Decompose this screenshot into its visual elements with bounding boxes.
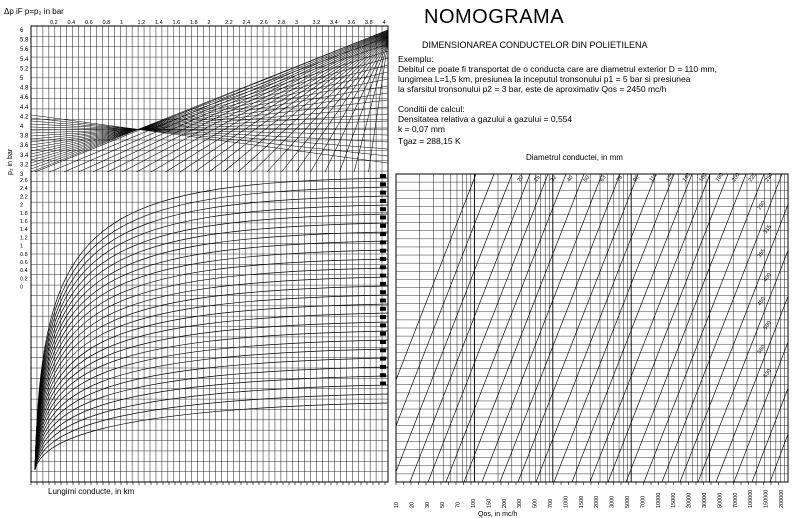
- left-top-tick-label: 2.4: [242, 20, 251, 26]
- left-top-tick-label: 0.4: [67, 20, 76, 26]
- left-pressure-curve: [35, 394, 388, 470]
- left-top-tick-label: 1: [120, 20, 124, 26]
- left-y-tick-label: 1.4: [20, 227, 28, 234]
- right-x-tick-label: 7000: [640, 495, 647, 508]
- left-pressure-curve: [35, 358, 388, 470]
- right-x-tick-label: 700: [548, 498, 554, 508]
- left-curve-marker: [380, 191, 386, 195]
- left-fan-line: [93, 32, 388, 172]
- right-x-tick-label: 30: [424, 501, 431, 508]
- right-x-tick-label: 500: [532, 498, 539, 508]
- right-diameter-label: 630: [762, 368, 773, 380]
- right-x-tick-label: 2000: [594, 495, 601, 508]
- example-heading: Exemplu:: [398, 54, 434, 64]
- right-diameter-label: 500: [762, 320, 773, 332]
- right-diameter-label: 400: [762, 272, 773, 284]
- right-diameter-label: 25: [533, 174, 542, 184]
- example-line-3: la sfarsitul tronsonului p2 = 3 bar, este de aproximativ Qos = 2450 mc/h: [398, 84, 667, 94]
- right-diameter-label: 140: [681, 172, 692, 184]
- right-x-tick-label: 150: [486, 498, 493, 508]
- right-diameter-label: 250: [764, 172, 775, 184]
- left-top-tick-label: 1.4: [155, 20, 163, 26]
- right-x-tick-label: 200000: [779, 489, 785, 508]
- right-x-tick-label: 50: [440, 501, 447, 508]
- left-curve-marker: [380, 182, 386, 186]
- left-curve-marker: [380, 232, 386, 236]
- left-pressure-curve: [35, 313, 388, 470]
- right-diameter-label: 280: [756, 200, 767, 212]
- right-x-tick-label: 300: [517, 498, 524, 508]
- left-y-tick-label: 3.2: [20, 162, 29, 169]
- right-diameter-label: 560: [756, 344, 767, 356]
- left-top-tick-label: 2.8: [277, 20, 286, 26]
- left-fan-line: [267, 38, 388, 172]
- left-y-tick-label: 0.2: [20, 276, 28, 283]
- right-diameter-label: 110: [648, 172, 659, 184]
- page-title: NOMOGRAMA: [424, 6, 565, 28]
- right-diameter-label: 50: [582, 174, 592, 184]
- conditions-line-3: Tgaz = 288,15 K: [398, 136, 461, 146]
- left-top-tick-label: 1.2: [137, 20, 146, 26]
- right-diameter-label: 160: [698, 172, 709, 184]
- left-curve-marker: [380, 357, 386, 361]
- right-diameter-label: 40: [566, 174, 575, 184]
- right-x-tick-label: 100: [471, 498, 477, 508]
- left-pressure-curve: [35, 376, 388, 470]
- left-curve-marker: [380, 348, 386, 352]
- left-top-tick-label: 3.6: [347, 20, 356, 26]
- left-fan-line: [253, 38, 389, 173]
- left-pressure-curve: [35, 322, 388, 470]
- left-ylabel-bottom: p₂ in bar: [7, 148, 14, 175]
- left-y-tick-label: 0.4: [20, 268, 28, 275]
- right-x-tick-label: 30000: [702, 492, 708, 508]
- left-curve-marker: [380, 199, 386, 203]
- right-diameter-line: [698, 251, 788, 483]
- left-y-tick-label: 3.6: [20, 143, 29, 150]
- right-x-tick-label: 200: [501, 498, 508, 508]
- right-x-tick-label: 1000: [563, 495, 570, 508]
- right-diameter-label: 20: [516, 174, 526, 184]
- left-curve-marker: [380, 174, 386, 178]
- left-pressure-curve: [35, 403, 388, 470]
- right-xlabel: Qos, in mc/h: [478, 511, 518, 518]
- left-curve-marker: [380, 315, 386, 319]
- example-line-2: lungimea L=1,5 km, presiunea la inceputul tronsonului p1 = 5 bar si presiunea: [398, 74, 691, 84]
- left-top-tick-label: 2: [207, 20, 211, 26]
- left-fan-line: [108, 33, 389, 173]
- right-x-tick-label: 15000: [671, 492, 678, 508]
- left-y-tick-label: 5.8: [20, 37, 29, 44]
- left-top-tick-label: 4: [382, 20, 386, 26]
- left-top-tick-label: 3.8: [365, 20, 373, 26]
- left-y-tick-label: 5.4: [20, 56, 29, 63]
- left-pressure-curve: [35, 196, 388, 470]
- right-diameter-label: 200: [731, 172, 742, 184]
- right-x-tick-label: 100000: [748, 489, 755, 508]
- left-y-tick-label: 2.4: [20, 186, 28, 193]
- left-fan-line: [166, 35, 389, 173]
- left-y-tick-label: 4.8: [20, 85, 29, 92]
- page-subtitle: DIMENSIONAREA CONDUCTELOR DIN POLIETILENA: [422, 40, 648, 50]
- left-y-tick-label: 2.6: [20, 178, 28, 184]
- right-x-tick-label: 20000: [686, 492, 693, 508]
- left-curve-marker: [380, 282, 386, 286]
- right-diameter-label: 63: [599, 174, 608, 184]
- conditions-line-2: k = 0,07 mm: [398, 124, 446, 134]
- right-diameter-line: [752, 388, 788, 482]
- right-diameter-label: 90: [632, 174, 641, 184]
- right-diameter-label: 75: [615, 174, 625, 184]
- left-curve-marker: [380, 332, 386, 336]
- left-pressure-curve: [35, 178, 388, 470]
- right-x-tick-label: 10000: [655, 492, 662, 508]
- left-y-tick-label: 2: [20, 202, 24, 209]
- left-y-tick-label: 1.2: [20, 235, 28, 242]
- left-curve-marker: [380, 216, 386, 220]
- conditions-heading: Conditii de calcul:: [398, 104, 465, 114]
- left-curve-marker: [380, 249, 386, 253]
- right-x-tick-label: 3000: [609, 495, 616, 508]
- left-y-tick-label: 3.4: [20, 152, 29, 159]
- left-top-tick-label: 3.4: [330, 20, 338, 26]
- left-curve-marker: [380, 365, 386, 369]
- left-y-tick-label: 4: [20, 124, 24, 130]
- left-pressure-curve: [35, 187, 388, 470]
- right-chart-title: Diametrul conductei, in mm: [526, 153, 623, 162]
- right-diameter-label: 225: [747, 172, 758, 184]
- right-diameter-line: [396, 174, 476, 380]
- right-diameter-label: 355: [756, 248, 767, 260]
- left-y-tick-label: 5.6: [20, 47, 29, 54]
- left-y-tick-label: 1.6: [20, 219, 28, 225]
- left-curve-marker: [380, 265, 386, 269]
- left-curve-marker: [380, 207, 386, 211]
- right-diameter-line: [680, 205, 788, 482]
- left-fan-line: [369, 42, 389, 173]
- left-pressure-curve: [35, 286, 388, 470]
- right-diameter-label: 125: [665, 172, 676, 184]
- right-x-tick-label: 1500: [578, 495, 585, 508]
- left-top-tick-label: 2.6: [260, 20, 268, 26]
- left-curve-marker: [380, 257, 386, 261]
- left-curve-marker: [380, 323, 386, 327]
- left-pressure-curve: [35, 304, 388, 470]
- conditions-line-1: Densitatea relativa a gazului a gazului = 0,554: [398, 114, 573, 124]
- left-top-tick-label: 1.6: [172, 20, 181, 26]
- left-top-tick-label: 0.2: [50, 20, 58, 26]
- left-y-tick-label: 1.8: [20, 210, 28, 217]
- right-diameter-line: [734, 342, 788, 482]
- example-line-1: Debitul ce poate fi transportat de o conducta care are diametrul exterior D = 110 mm,: [398, 64, 717, 74]
- right-diameter-label: 180: [714, 172, 725, 184]
- left-y-tick-label: 2.2: [20, 194, 28, 201]
- left-y-tick-label: 0.8: [20, 251, 28, 258]
- left-y-tick-label: 4.2: [20, 114, 29, 121]
- left-pressure-curve: [35, 331, 388, 470]
- left-curve-marker: [380, 299, 386, 303]
- left-top-tick-label: 2.2: [225, 20, 233, 26]
- right-x-tick-label: 10: [394, 501, 400, 508]
- left-curve-marker: [380, 240, 386, 244]
- right-x-tick-label: 70000: [732, 492, 739, 508]
- left-y-tick-label: 1: [20, 243, 24, 250]
- left-y-tick-label: 0.6: [20, 260, 28, 266]
- left-top-tick-label: 1.8: [190, 20, 198, 26]
- right-diameter-line: [396, 174, 512, 472]
- left-y-tick-label: 5.2: [20, 66, 29, 73]
- left-pressure-curve: [35, 295, 388, 470]
- right-x-tick-label: 50000: [717, 492, 724, 508]
- left-curve-marker: [380, 373, 386, 377]
- left-xlabel: Lungimi conducte, in km: [48, 487, 135, 496]
- right-diameter-line: [716, 296, 788, 482]
- right-diameter-line: [396, 174, 494, 426]
- right-x-tick-label: 5000: [625, 495, 631, 508]
- left-ylabel-top: Δp iF p=p₂ in bar: [4, 7, 64, 16]
- left-curve-marker: [380, 307, 386, 311]
- left-fan-line: [195, 36, 389, 173]
- left-curve-marker: [380, 274, 386, 278]
- left-y-tick-label: 4.6: [20, 95, 29, 102]
- left-pressure-curve: [35, 385, 388, 470]
- left-curve-marker: [380, 224, 386, 228]
- left-y-tick-label: 5: [20, 76, 24, 82]
- left-curve-marker: [380, 340, 386, 344]
- left-top-tick-label: 0.6: [85, 20, 93, 26]
- right-diameter-label: 315: [762, 224, 773, 236]
- left-y-tick-label: 4.4: [20, 104, 29, 111]
- left-top-tick-label: 3: [295, 20, 299, 26]
- left-curve-marker: [380, 290, 386, 294]
- right-x-tick-label: 70: [455, 501, 462, 508]
- left-y-tick-label: 0: [20, 284, 24, 291]
- left-y-tick-label: 6: [20, 28, 24, 34]
- right-x-tick-label: 150000: [763, 489, 770, 508]
- right-diameter-label: 450: [756, 296, 767, 308]
- right-x-tick-label: 20: [409, 501, 416, 508]
- left-top-tick-label: 0.8: [102, 20, 111, 26]
- left-top-tick-label: 3.2: [312, 20, 321, 26]
- right-diameter-label: 32: [549, 174, 559, 184]
- left-y-tick-label: 3: [20, 172, 24, 178]
- left-y-tick-label: 3.8: [20, 133, 29, 140]
- left-curve-marker: [380, 382, 386, 386]
- left-pressure-curve: [35, 367, 388, 470]
- left-fan-line: [137, 34, 389, 173]
